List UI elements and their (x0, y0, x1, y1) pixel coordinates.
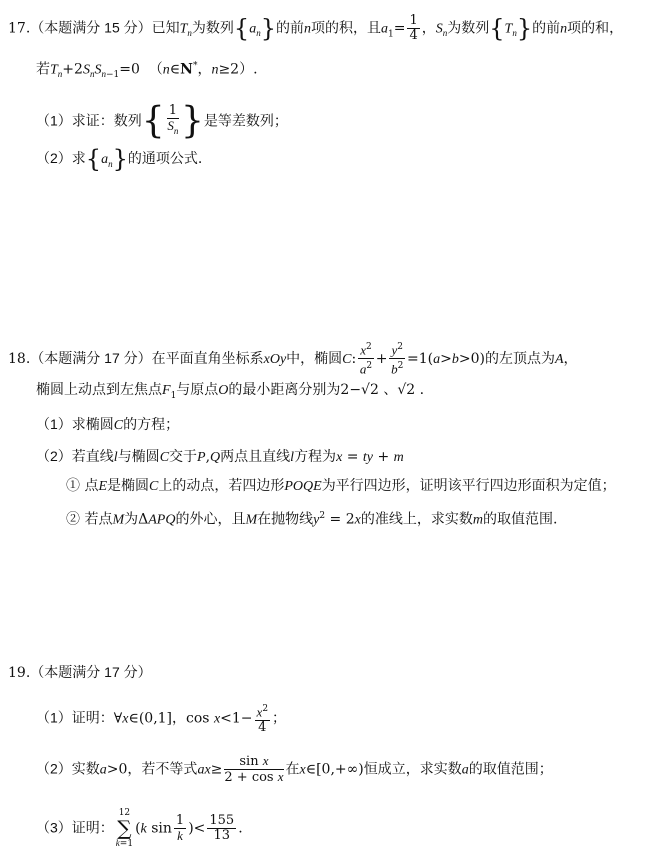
q19-part3: （3）证明： 12 ∑ k=1 (k sin $\frac{1}{k}$ )< $\frac{155}{13}$ . (36, 808, 243, 849)
q18-sub2: ② 若点M为ΔAPQ的外心，且M在抛物线$y^2 = 2x$的准线上，求实数m的取值范围. (66, 511, 558, 528)
q19-part1: （1）证明：∀x∈(0,1]，cos x<1− $\frac{x^2}{4}$ ； (36, 704, 287, 736)
q17-part1: （1）求证：数列{ $\frac{1}{S_n}$ }是等差数列； (36, 100, 288, 142)
q18-points: （本题满分 17 分） (30, 349, 152, 366)
q18-sub1: ① 点E是椭圆C上的动点，若四边形POQE为平行四边形，证明该平行四边形面积为定值； (66, 478, 616, 494)
q18-line2: 椭圆上动点到左焦点$F_1$与原点O的最小距离分别为2−√2 、√2 . (36, 382, 425, 401)
q17-points: （本题满分 15 分） (30, 19, 152, 36)
q19-number: 19. (8, 665, 31, 681)
q19-part2: （2）实数a>0，若不等式ax≥ $\frac{\text{sin x}}{\text{2 + cos x}}$ 在x∈[0,+∞)恒成立，求实数a的取值范围； (36, 753, 553, 785)
q17-line1: 17.（本题满分 15 分）已知$T_n$为数列$\{a_n\}$的前n项的积，且$a_1=$ $\frac{1}{4}$ ，$S_n$为数列$\{T_n\}$的前n项的和， (8, 13, 624, 43)
q18-part1: （1）求椭圆C的方程； (36, 416, 180, 433)
q18-line1: 18.（本题满分 17 分）在平面直角坐标系xOy中，椭圆C: $\frac{x^2}{a^2}$ + $\frac{y^2}{b^2}$ =1(a>b>0)的左顶点为A， (8, 342, 578, 377)
q18-part2: （2）若直线l与椭圆C交于P,Q两点且直线l方程为x = ty + m (36, 448, 404, 465)
q18-number: 18. (8, 350, 31, 367)
q17-part2: （2）求$\{a_n\}$的通项公式. (36, 145, 203, 173)
q17-line2: 若$T_n+2S_nS_{n-1}=0$ （n∈N*，n≥2）. (36, 61, 258, 81)
q19-points: （本题满分 17 分） (30, 664, 152, 680)
q19-header (8, 662, 152, 683)
q17-number: 17. (8, 20, 31, 37)
